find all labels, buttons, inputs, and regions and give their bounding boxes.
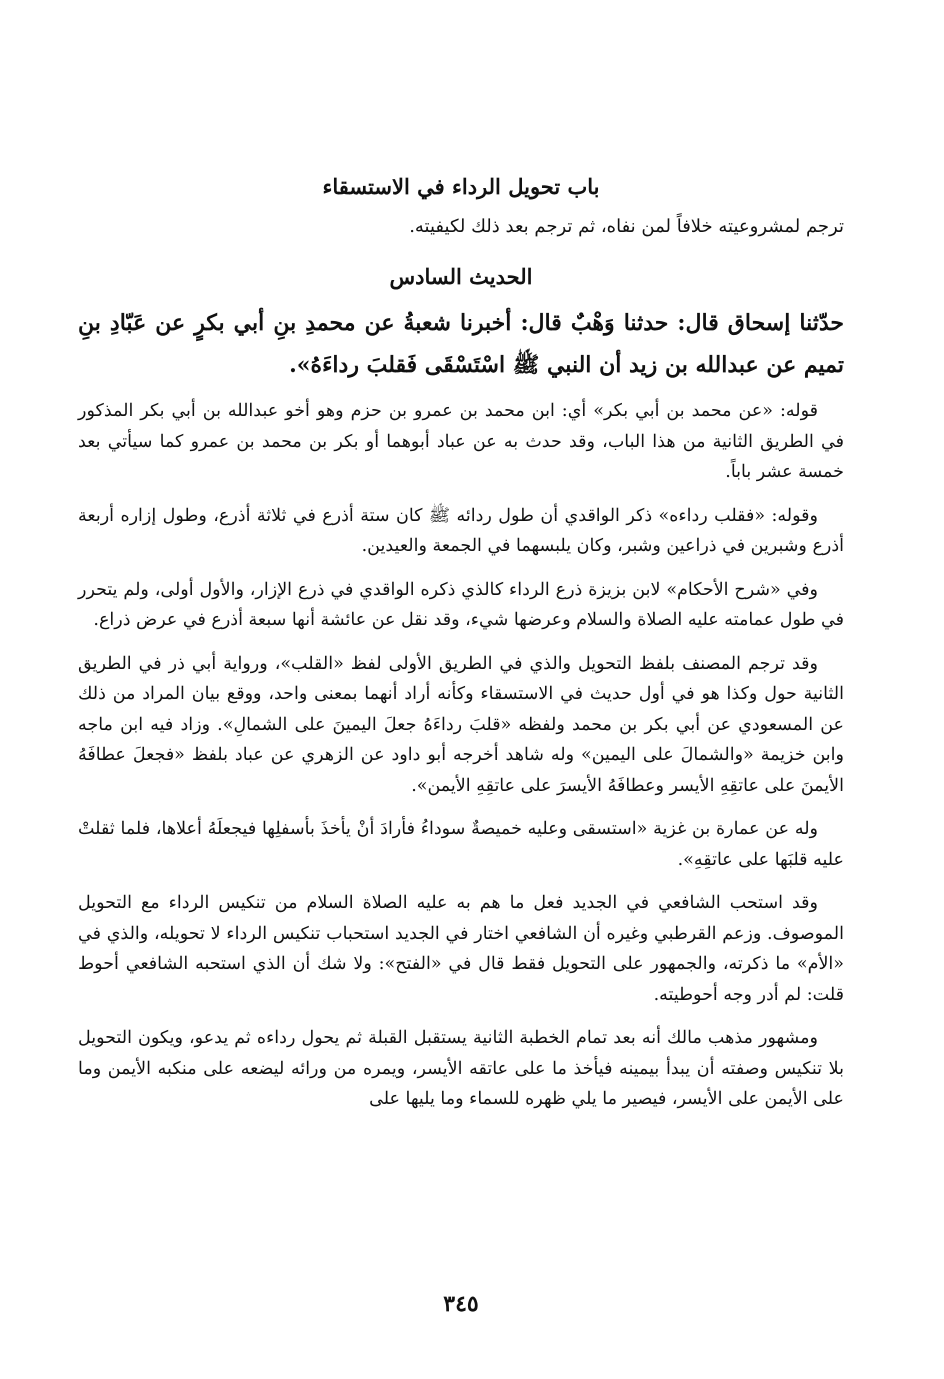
hadith-title: الحديث السادس (389, 264, 533, 289)
commentary-paragraph: ومشهور مذهب مالك أنه بعد تمام الخطبة الثانية يستقبل القبلة ثم يحول رداءه ثم يدعو، ويكون التحويل بلا تنكيس وصفته أن يبدأ بيمينه فيأخذ ما على عاتقه الأيسر، ويمره من ورائه ليضعه على منكبه الأيمن وما على الأيمن على الأيسر، فيصير ما يلي ظهره للسماء وما يليها على (78, 1028, 844, 1109)
hadith-text: حدّثنا إسحاق قال: حدثنا وَهْبٌ قال: أخبرنا شعبةُ عن محمدِ بنِ أبي بكرٍ عن عَبّادِ بنِ تميم عن عبدالله بن زيد أن النبي ﷺ اسْتَسْقَى فَقلبَ رداءَهُ». (78, 310, 844, 378)
chapter-note: ترجم لمشروعيته خلافاً لمن نفاه، ثم ترجم بعد ذلك لكيفيته. (409, 216, 844, 237)
commentary-paragraph: قوله: «عن محمد بن أبي بكر» أي: ابن محمد بن عمرو بن حزم وهو أخو عبدالله بن أبي بكر المذكور في الطريق الثانية من هذا الباب، وقد حدث به عن عباد أبوهما أو بكر بن محمد بن عمرو كما سيأتي بعد خمسة عشر باباً. (78, 401, 844, 482)
commentary-paragraph: وقوله: «فقلب رداءه» ذكر الواقدي أن طول ردائه ﷺ كان ستة أذرع في ثلاثة أذرع، وطول إزاره أربعة أذرع وشبرين في ذراعين وشبر، وكان يلبسهما في الجمعة والعيدين. (78, 505, 844, 556)
commentary-paragraph: وفي «شرح الأحكام» لابن بزيزة ذرع الرداء كالذي ذكره الواقدي في ذرع الإزار، والأول أولى، ولم يتحرر في طول عمامته عليه الصلاة والسلام وعرضها شيء، وقد نقل عن عائشة أنها سبعة أذرع في عرض ذراع. (78, 579, 844, 630)
chapter-title: باب تحويل الرداء في الاستسقاء (322, 174, 600, 199)
book-page (78, 0, 844, 1379)
commentary-paragraph: وقد ترجم المصنف بلفظ التحويل والذي في الطريق الأولى لفظ «القلب»، ورواية أبي ذر في الطريق الثانية حول وكذا هو في أول حديث في الاستسقاء وكأنه أراد أنهما بمعنى واحد، ووقع بيان المراد من ذلك عن المسعودي عن أبي بكر بن محمد ولفظه «قلبَ رداءَهُ جعلَ اليمينَ على الشمالِ». وزاد فيه ابن ماجه وابن خزيمة «والشمالَ على اليمين» وله شاهد أخرجه أبو داود عن الزهري عن عباد بلفظ «فجعلَ عطافَهُ الأيمنَ على عاتقِهِ الأيسر وعطافَهُ الأيسرَ على عاتقِهِ الأيمن». (78, 653, 844, 796)
page-number: ٣٤٥ (443, 1291, 479, 1317)
commentary (78, 396, 844, 1128)
commentary-paragraph: وقد استحب الشافعي في الجديد فعل ما هم به عليه الصلاة السلام من تنكيس الرداء مع التحويل الموصوف. وزعم القرطبي وغيره أن الشافعي اختار في الجديد استحباب تنكيس الرداء لا تحويله، والذي في «الأم» ما ذكرته، والجمهور على التحويل فقط قال في «الفتح»: ولا شك أن الذي استحبه الشافعي أحوط قلت: لم أدر وجه أحوطيته. (78, 893, 844, 1005)
commentary-paragraph: وله عن عمارة بن غزية «استسقى وعليه خميصةٌ سوداءُ فأرادَ أنْ يأخذَ بأسفلِها فيجعلَهُ أعلاها، فلما ثقلتْ عليه قلبَها على عاتقِهِ». (78, 819, 844, 870)
